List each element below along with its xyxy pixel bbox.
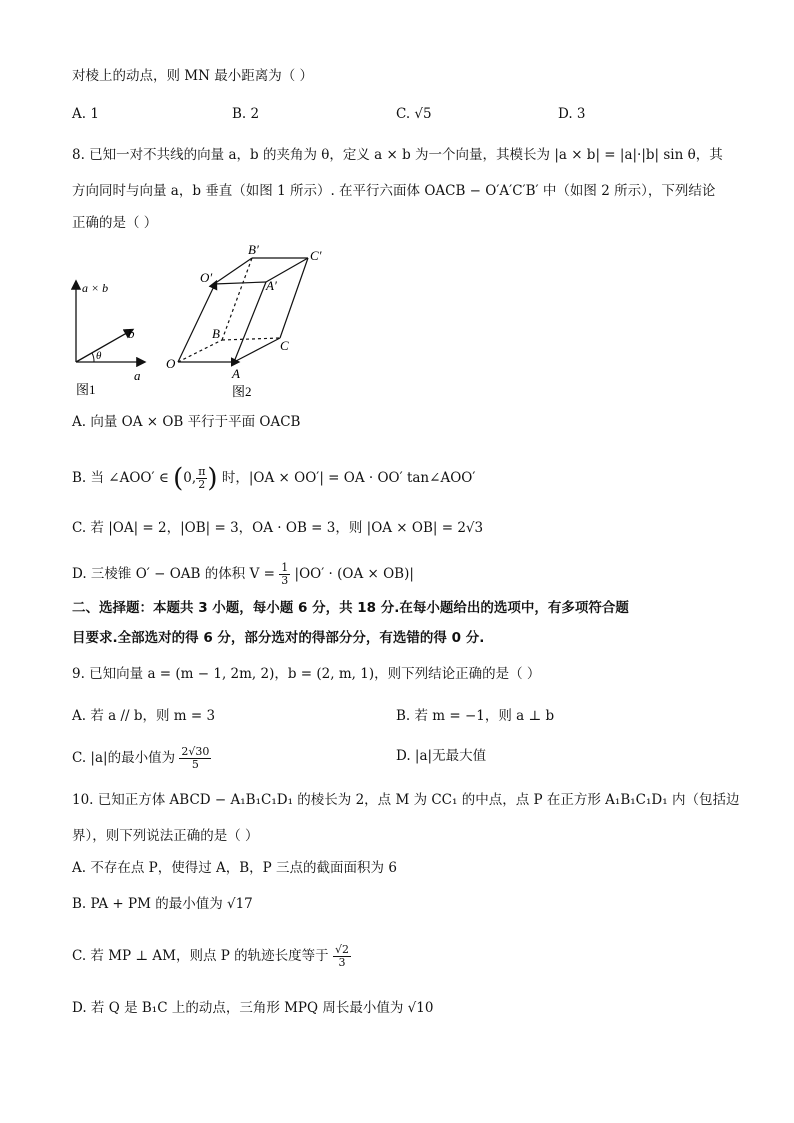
q8-option-d: [72, 562, 414, 587]
edge-BC: [222, 338, 280, 340]
figure-2-parallelepiped: [162, 240, 342, 400]
label-A: A: [232, 366, 240, 381]
q10-option-c-numerator: √2: [334, 943, 349, 956]
q9-option-c-numerator: 2√30: [181, 745, 210, 758]
q9-option-c: [72, 746, 211, 771]
q8-stem-line2: 方向同时与向量 a，b 垂直（如图 1 所示）. 在平行六面体 OACB − O′A′C′B′ 中（如图 2 所示），下列结论: [72, 183, 716, 199]
q10-option-c: [72, 944, 351, 969]
q8-option-d-one: 1: [281, 561, 289, 574]
label-B: B: [212, 326, 220, 341]
edge-OB: [178, 340, 222, 362]
q10-stem-line2: 界），则下列说法正确的是（ ）: [72, 828, 259, 844]
q8-option-b: B. 当 ∠AOO′ ∈ (0, $\frac{\pi}{2}$ ) 时，|OA × OO′| = OA · OO′ tan∠AOO′: [72, 463, 476, 494]
q10-option-b: B. PA + PM 的最小值为 √17: [72, 896, 253, 912]
figure-2-caption: 图2: [232, 384, 252, 399]
q9-option-b: B. 若 m = −1，则 a ⊥ b: [396, 708, 555, 724]
q7-option-a: A. 1: [72, 106, 99, 122]
q9-option-c-prefix: C. |a|的最小值为: [72, 750, 176, 766]
edge-CCp: [280, 258, 308, 338]
q8-stem-line1: 8. 已知一对不共线的向量 a，b 的夹角为 θ，定义 a × b 为一个向量，其模长为 |a × b| = |a|·|b| sin θ，其: [72, 147, 723, 163]
label-Cp: C′: [310, 248, 322, 263]
b-vector-arrow: [76, 330, 132, 362]
label-Ap: A′: [266, 278, 277, 293]
label-Op: O′: [200, 270, 213, 285]
b-label: b: [128, 326, 135, 341]
q9-option-a: A. 若 a // b，则 m = 3: [72, 708, 216, 724]
figure-1-vector-cross-product: [66, 268, 162, 400]
edge-OOp: [178, 282, 216, 362]
q8-option-d-three: 3: [281, 574, 289, 587]
q7-option-d: D. 3: [558, 106, 586, 122]
q10-option-d: D. 若 Q 是 B₁C 上的动点，三角形 MPQ 周长最小值为 √10: [72, 1000, 434, 1016]
edge-AC: [234, 338, 280, 362]
q7-stem-tail: 对棱上的动点，则 MN 最小距离为（ ）: [72, 68, 314, 84]
section-2-heading-line2: 目要求.全部选对的得 6 分，部分选对的得部分分，有选错的得 0 分.: [72, 630, 485, 646]
theta-arc: [92, 353, 94, 362]
q8-option-c: C. 若 |OA| = 2，|OB| = 3，OA · OB = 3，则 |OA × OB| = 2√3: [72, 520, 484, 536]
q8-option-b-interval-left: 0,: [183, 470, 197, 486]
label-O: O: [166, 356, 176, 371]
q7-option-c: C. √5: [396, 106, 432, 122]
q8-option-b-prefix: B. 当 ∠AOO′ ∈: [72, 470, 169, 486]
q8-option-b-two: 2: [198, 478, 206, 491]
label-C: C: [280, 338, 289, 353]
label-Bp: B′: [248, 242, 259, 257]
q10-option-c-denominator: 3: [338, 956, 346, 969]
q8-option-a: A. 向量 OA × OB 平行于平面 OACB: [72, 414, 301, 430]
q8-option-d-suffix: |OO′ · (OA × OB)|: [294, 566, 414, 582]
q10-option-a: A. 不存在点 P，使得过 A，B，P 三点的截面面积为 6: [72, 860, 397, 876]
q8-option-b-pi: π: [198, 465, 206, 478]
q10-stem-line1: 10. 已知正方体 ABCD − A₁B₁C₁D₁ 的棱长为 2，点 M 为 CC₁ 的中点，点 P 在正方形 A₁B₁C₁D₁ 内（包括边: [72, 792, 740, 808]
q9-option-d: D. |a|无最大值: [396, 748, 487, 764]
q8-option-b-suffix: 时，|OA × OO′| = OA · OO′ tan∠AOO′: [221, 470, 476, 486]
q7-option-b: B. 2: [232, 106, 260, 122]
q8-stem-line3: 正确的是（ ）: [72, 215, 158, 231]
q10-option-c-prefix: C. 若 MP ⊥ AM，则点 P 的轨迹长度等于: [72, 948, 329, 964]
edge-OpBp: [214, 258, 252, 284]
q8-option-d-prefix: D. 三棱锥 O′ − OAB 的体积 V =: [72, 566, 275, 582]
section-2-heading-line1: 二、选择题：本题共 3 小题，每小题 6 分，共 18 分.在每小题给出的选项中，有多项符合题: [72, 600, 629, 616]
figure-1-caption: 图1: [76, 382, 96, 397]
q9-option-c-denominator: 5: [191, 758, 199, 771]
q9-stem: 9. 已知向量 a = (m − 1, 2m, 2)，b = (2, m, 1)，则下列结论正确的是（ ）: [72, 666, 541, 682]
a-label: a: [134, 368, 141, 383]
axb-label: a × b: [82, 281, 109, 295]
theta-label: θ: [96, 350, 102, 362]
edge-OpAp: [214, 282, 266, 284]
